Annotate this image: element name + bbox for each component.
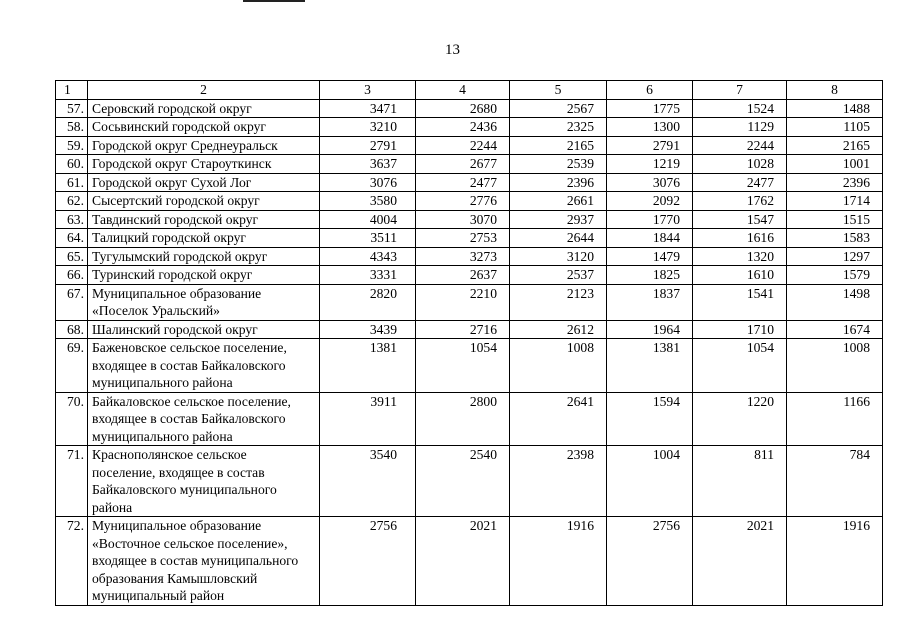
value-cell: 1008	[510, 339, 607, 393]
value-cell: 2123	[510, 284, 607, 320]
value-cell: 811	[693, 446, 787, 517]
row-number: 67.	[56, 284, 88, 320]
value-cell: 2477	[693, 173, 787, 192]
value-cell: 2244	[416, 136, 510, 155]
data-table	[55, 80, 883, 606]
value-cell: 2210	[416, 284, 510, 320]
row-number: 64.	[56, 229, 88, 248]
table-row	[56, 320, 883, 339]
value-cell: 2477	[416, 173, 510, 192]
value-cell: 2753	[416, 229, 510, 248]
municipality-name	[88, 192, 320, 211]
value-cell: 3471	[320, 99, 416, 118]
municipality-name-line: Байкаловское сельское поселение,	[92, 393, 291, 409]
value-cell: 1775	[607, 99, 693, 118]
table-row	[56, 517, 883, 606]
value-cell: 2637	[416, 266, 510, 285]
row-number: 58.	[56, 118, 88, 137]
value-cell: 3540	[320, 446, 416, 517]
row-number: 57.	[56, 99, 88, 118]
row-number: 69.	[56, 339, 88, 393]
table-row	[56, 173, 883, 192]
value-cell: 1498	[787, 284, 883, 320]
row-number: 68.	[56, 320, 88, 339]
value-cell: 2540	[416, 446, 510, 517]
value-cell: 4343	[320, 247, 416, 266]
municipality-name-line: Шалинский городской округ	[92, 321, 258, 337]
municipality-name-line: Сосьвинский городской округ	[92, 119, 266, 134]
row-number: 71.	[56, 446, 88, 517]
value-cell: 3580	[320, 192, 416, 211]
municipality-name	[88, 173, 320, 192]
municipality-name	[88, 155, 320, 174]
municipality-name	[88, 210, 320, 229]
municipality-name-line: Тугулымский городской округ	[92, 248, 268, 264]
municipality-name-line: Баженовское сельское поселение,	[92, 340, 287, 355]
column-header: 6	[607, 81, 693, 100]
value-cell: 2820	[320, 284, 416, 320]
municipality-name-line: Байкаловского муниципального	[92, 482, 277, 497]
column-header: 4	[416, 81, 510, 100]
municipality-name-line: Серовский городской округ	[92, 100, 252, 116]
value-cell: 3070	[416, 210, 510, 229]
municipality-name-line: Городской округ Староуткинск	[92, 156, 272, 171]
value-cell: 2244	[693, 136, 787, 155]
value-cell: 1488	[787, 99, 883, 118]
value-cell: 2537	[510, 266, 607, 285]
table-row	[56, 210, 883, 229]
column-header: 2	[88, 81, 320, 100]
municipality-name	[88, 320, 320, 339]
value-cell: 3911	[320, 392, 416, 446]
column-header: 7	[693, 81, 787, 100]
value-cell: 2436	[416, 118, 510, 137]
value-cell: 1714	[787, 192, 883, 211]
value-cell: 3076	[320, 173, 416, 192]
value-cell: 3273	[416, 247, 510, 266]
table-row	[56, 247, 883, 266]
value-cell: 2756	[320, 517, 416, 606]
value-cell: 1381	[607, 339, 693, 393]
municipality-name	[88, 446, 320, 517]
value-cell: 784	[787, 446, 883, 517]
value-cell: 2165	[510, 136, 607, 155]
value-cell: 2791	[607, 136, 693, 155]
municipality-name-line: Сысертский городской округ	[92, 193, 260, 208]
value-cell: 1297	[787, 247, 883, 266]
municipality-name-line: Городской округ Среднеуральск	[92, 137, 278, 153]
scan-edge-mark	[243, 0, 305, 2]
table-row	[56, 229, 883, 248]
value-cell: 2092	[607, 192, 693, 211]
row-number: 62.	[56, 192, 88, 211]
table-row	[56, 118, 883, 137]
municipality-name-line: входящее в состав Байкаловского	[92, 411, 286, 426]
value-cell: 1916	[787, 517, 883, 606]
value-cell: 1054	[416, 339, 510, 393]
value-cell: 4004	[320, 210, 416, 229]
row-number: 63.	[56, 210, 88, 229]
value-cell: 1837	[607, 284, 693, 320]
value-cell: 1964	[607, 320, 693, 339]
table-row	[56, 446, 883, 517]
municipality-name-line: района	[92, 499, 133, 515]
value-cell: 1610	[693, 266, 787, 285]
value-cell: 1524	[693, 99, 787, 118]
value-cell: 1166	[787, 392, 883, 446]
column-header: 8	[787, 81, 883, 100]
value-cell: 2800	[416, 392, 510, 446]
municipality-name-line: Талицкий городской округ	[92, 230, 246, 245]
municipality-name	[88, 517, 320, 606]
value-cell: 1054	[693, 339, 787, 393]
column-header: 5	[510, 81, 607, 100]
row-number: 66.	[56, 266, 88, 285]
value-cell: 3637	[320, 155, 416, 174]
value-cell: 3076	[607, 173, 693, 192]
column-header: 3	[320, 81, 416, 100]
municipality-name-line: муниципального района	[92, 428, 233, 444]
municipality-name	[88, 229, 320, 248]
value-cell: 1547	[693, 210, 787, 229]
municipality-name-line: входящее в состав муниципального	[92, 553, 299, 568]
value-cell: 1770	[607, 210, 693, 229]
value-cell: 1219	[607, 155, 693, 174]
value-cell: 2677	[416, 155, 510, 174]
page-number: 13	[445, 42, 460, 58]
value-cell: 3210	[320, 118, 416, 137]
value-cell: 1916	[510, 517, 607, 606]
municipality-name-line: образования Камышловский	[92, 570, 258, 586]
table-row	[56, 339, 883, 393]
municipality-name	[88, 136, 320, 155]
row-number: 72.	[56, 517, 88, 606]
table-row	[56, 99, 883, 118]
value-cell: 2539	[510, 155, 607, 174]
table-row	[56, 284, 883, 320]
municipality-name	[88, 339, 320, 393]
value-cell: 3439	[320, 320, 416, 339]
municipality-name-line: «Восточное сельское поселение»,	[92, 535, 288, 551]
municipality-name-line: Муниципальное образование	[92, 518, 262, 533]
value-cell: 1594	[607, 392, 693, 446]
value-cell: 2165	[787, 136, 883, 155]
value-cell: 1300	[607, 118, 693, 137]
municipality-name	[88, 247, 320, 266]
table-row	[56, 266, 883, 285]
value-cell: 1710	[693, 320, 787, 339]
municipality-name-line: Краснополянское сельское	[92, 447, 247, 462]
value-cell: 1844	[607, 229, 693, 248]
table-header-row	[56, 81, 883, 100]
value-cell: 1515	[787, 210, 883, 229]
municipality-name-line: Тавдинский городской округ	[92, 211, 259, 227]
value-cell: 2021	[693, 517, 787, 606]
column-header: 1	[56, 81, 88, 100]
value-cell: 2567	[510, 99, 607, 118]
value-cell: 1001	[787, 155, 883, 174]
value-cell: 1579	[787, 266, 883, 285]
value-cell: 1479	[607, 247, 693, 266]
value-cell: 2641	[510, 392, 607, 446]
value-cell: 1616	[693, 229, 787, 248]
value-cell: 3120	[510, 247, 607, 266]
value-cell: 2791	[320, 136, 416, 155]
municipality-name-line: Городской округ Сухой Лог	[92, 174, 252, 190]
value-cell: 1105	[787, 118, 883, 137]
value-cell: 1008	[787, 339, 883, 393]
value-cell: 1129	[693, 118, 787, 137]
table-row	[56, 192, 883, 211]
municipality-name	[88, 266, 320, 285]
municipality-name	[88, 99, 320, 118]
value-cell: 1004	[607, 446, 693, 517]
value-cell: 2661	[510, 192, 607, 211]
value-cell: 2776	[416, 192, 510, 211]
value-cell: 1674	[787, 320, 883, 339]
value-cell: 2325	[510, 118, 607, 137]
value-cell: 2756	[607, 517, 693, 606]
value-cell: 3511	[320, 229, 416, 248]
municipality-name	[88, 284, 320, 320]
row-number: 61.	[56, 173, 88, 192]
table-row	[56, 136, 883, 155]
value-cell: 2396	[787, 173, 883, 192]
row-number: 65.	[56, 247, 88, 266]
value-cell: 1825	[607, 266, 693, 285]
municipality-name-line: Муниципальное образование	[92, 285, 262, 301]
table-row	[56, 155, 883, 174]
value-cell: 2937	[510, 210, 607, 229]
municipality-name-line: муниципального района	[92, 375, 233, 390]
municipality-name-line: поселение, входящее в состав	[92, 464, 265, 480]
value-cell: 3331	[320, 266, 416, 285]
value-cell: 2021	[416, 517, 510, 606]
value-cell: 1541	[693, 284, 787, 320]
value-cell: 1220	[693, 392, 787, 446]
municipality-name-line: Туринский городской округ	[92, 267, 253, 282]
value-cell: 2716	[416, 320, 510, 339]
value-cell: 2680	[416, 99, 510, 118]
municipality-name-line: входящее в состав Байкаловского	[92, 357, 286, 373]
municipality-name-line: «Поселок Уральский»	[92, 303, 220, 318]
value-cell: 2612	[510, 320, 607, 339]
value-cell: 1583	[787, 229, 883, 248]
value-cell: 1028	[693, 155, 787, 174]
value-cell: 2396	[510, 173, 607, 192]
row-number: 70.	[56, 392, 88, 446]
municipality-name-line: муниципальный район	[92, 588, 225, 603]
row-number: 59.	[56, 136, 88, 155]
value-cell: 2644	[510, 229, 607, 248]
value-cell: 1320	[693, 247, 787, 266]
municipality-name	[88, 392, 320, 446]
table-row	[56, 392, 883, 446]
municipality-name	[88, 118, 320, 137]
value-cell: 1381	[320, 339, 416, 393]
value-cell: 2398	[510, 446, 607, 517]
value-cell: 1762	[693, 192, 787, 211]
row-number: 60.	[56, 155, 88, 174]
